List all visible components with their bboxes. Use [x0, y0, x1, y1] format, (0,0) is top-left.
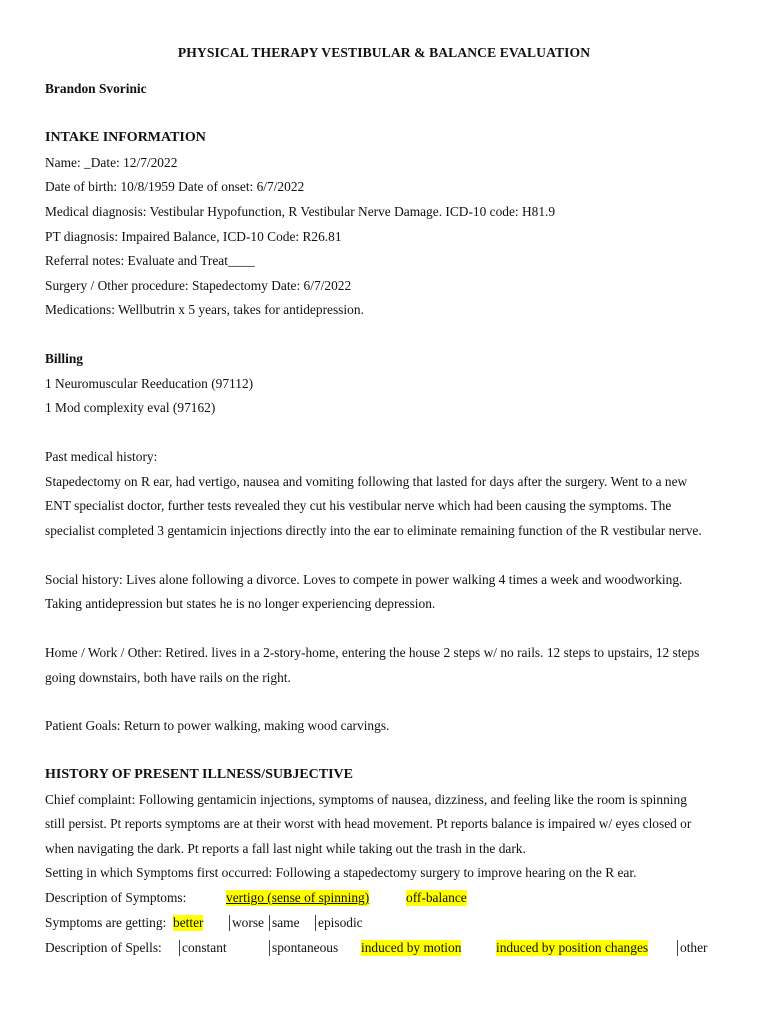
social-history-line: Social history: Lives alone following a divorce. Loves to compete in power walking 4 times a week and woodworking.	[45, 572, 683, 587]
medications-line: Medications: Wellbutrin x 5 years, takes for antidepression.	[45, 302, 364, 317]
pmh-line: specialist completed 3 gentamicin injections directly into the ear to eliminate remaining function of the R vestibular nerve.	[45, 523, 702, 538]
pmh-line: ENT specialist doctor, further tests revealed they cut his vestibular nerve which had been causing the symptoms. The	[45, 498, 672, 513]
symptom-option-off-balance: off-balance	[406, 890, 467, 905]
getting-option-worse: worse	[229, 915, 264, 931]
name-date-line: Name: _Date: 12/7/2022	[45, 155, 178, 170]
home-work-line: going downstairs, both have rails on the right.	[45, 670, 291, 685]
billing-item: 1 Mod complexity eval (97162)	[45, 400, 216, 415]
medical-diagnosis-line: Medical diagnosis: Vestibular Hypofunction, R Vestibular Nerve Damage. ICD-10 code: H81.9	[45, 204, 556, 219]
getting-option-better: better	[173, 915, 204, 930]
referral-notes-line: Referral notes: Evaluate and Treat____	[45, 253, 255, 268]
hpi-heading: HISTORY OF PRESENT ILLNESS/SUBJECTIVE	[45, 767, 353, 782]
billing-heading: Billing	[45, 351, 83, 366]
spells-option-induced-by-motion: induced by motion	[361, 940, 462, 955]
hpi-line: still persist. Pt reports symptoms are at their worst with head movement. Pt reports balance is impaired w/ eyes closed or	[45, 816, 692, 831]
intake-heading: INTAKE INFORMATION	[45, 130, 206, 145]
symptom-option-vertigo: vertigo (sense of spinning)	[226, 890, 370, 905]
pmh-label: Past medical history:	[45, 449, 158, 464]
hpi-line: Chief complaint: Following gentamicin injections, symptoms of nausea, dizziness, and feeling like the room is spinning	[45, 792, 687, 807]
dob-onset-line: Date of birth: 10/8/1959 Date of onset: 6/7/2022	[45, 179, 305, 194]
pt-diagnosis-line: PT diagnosis: Impaired Balance, ICD-10 Code: R26.81	[45, 229, 342, 244]
spells-description-label: Description of Spells:	[45, 940, 162, 955]
spells-option-constant: constant	[179, 940, 227, 956]
symptoms-description-label: Description of Symptoms:	[45, 890, 187, 905]
getting-option-episodic: episodic	[315, 915, 363, 931]
pmh-line: Stapedectomy on R ear, had vertigo, nausea and vomiting following that lasted for days after the surgery. Went to a new	[45, 474, 688, 489]
spells-option-spontaneous: spontaneous	[269, 940, 338, 956]
patient-goals-line: Patient Goals: Return to power walking, making wood carvings.	[45, 718, 390, 733]
hpi-line: Setting in which Symptoms first occurred: Following a stapedectomy surgery to improve hearing on the R ear.	[45, 865, 637, 880]
spells-option-other: other	[677, 940, 708, 956]
billing-item: 1 Neuromuscular Reeducation (97112)	[45, 376, 254, 391]
symptoms-getting-label: Symptoms are getting:	[45, 915, 167, 930]
author-name: Brandon Svorinic	[45, 81, 147, 96]
surgery-line: Surgery / Other procedure: Stapedectomy Date: 6/7/2022	[45, 278, 352, 293]
spells-option-induced-by-position: induced by position changes	[496, 940, 649, 955]
document-title: PHYSICAL THERAPY VESTIBULAR & BALANCE EVALUATION	[177, 45, 591, 60]
home-work-line: Home / Work / Other: Retired. lives in a 2-story-home, entering the house 2 steps w/ no rails. 12 steps to upstairs, 12 steps	[45, 645, 700, 660]
social-history-line: Taking antidepression but states he is no longer experiencing depression.	[45, 596, 436, 611]
hpi-line: when navigating the dark. Pt reports a fall last night while taking out the trash in the dark.	[45, 841, 526, 856]
getting-option-same: same	[269, 915, 300, 931]
